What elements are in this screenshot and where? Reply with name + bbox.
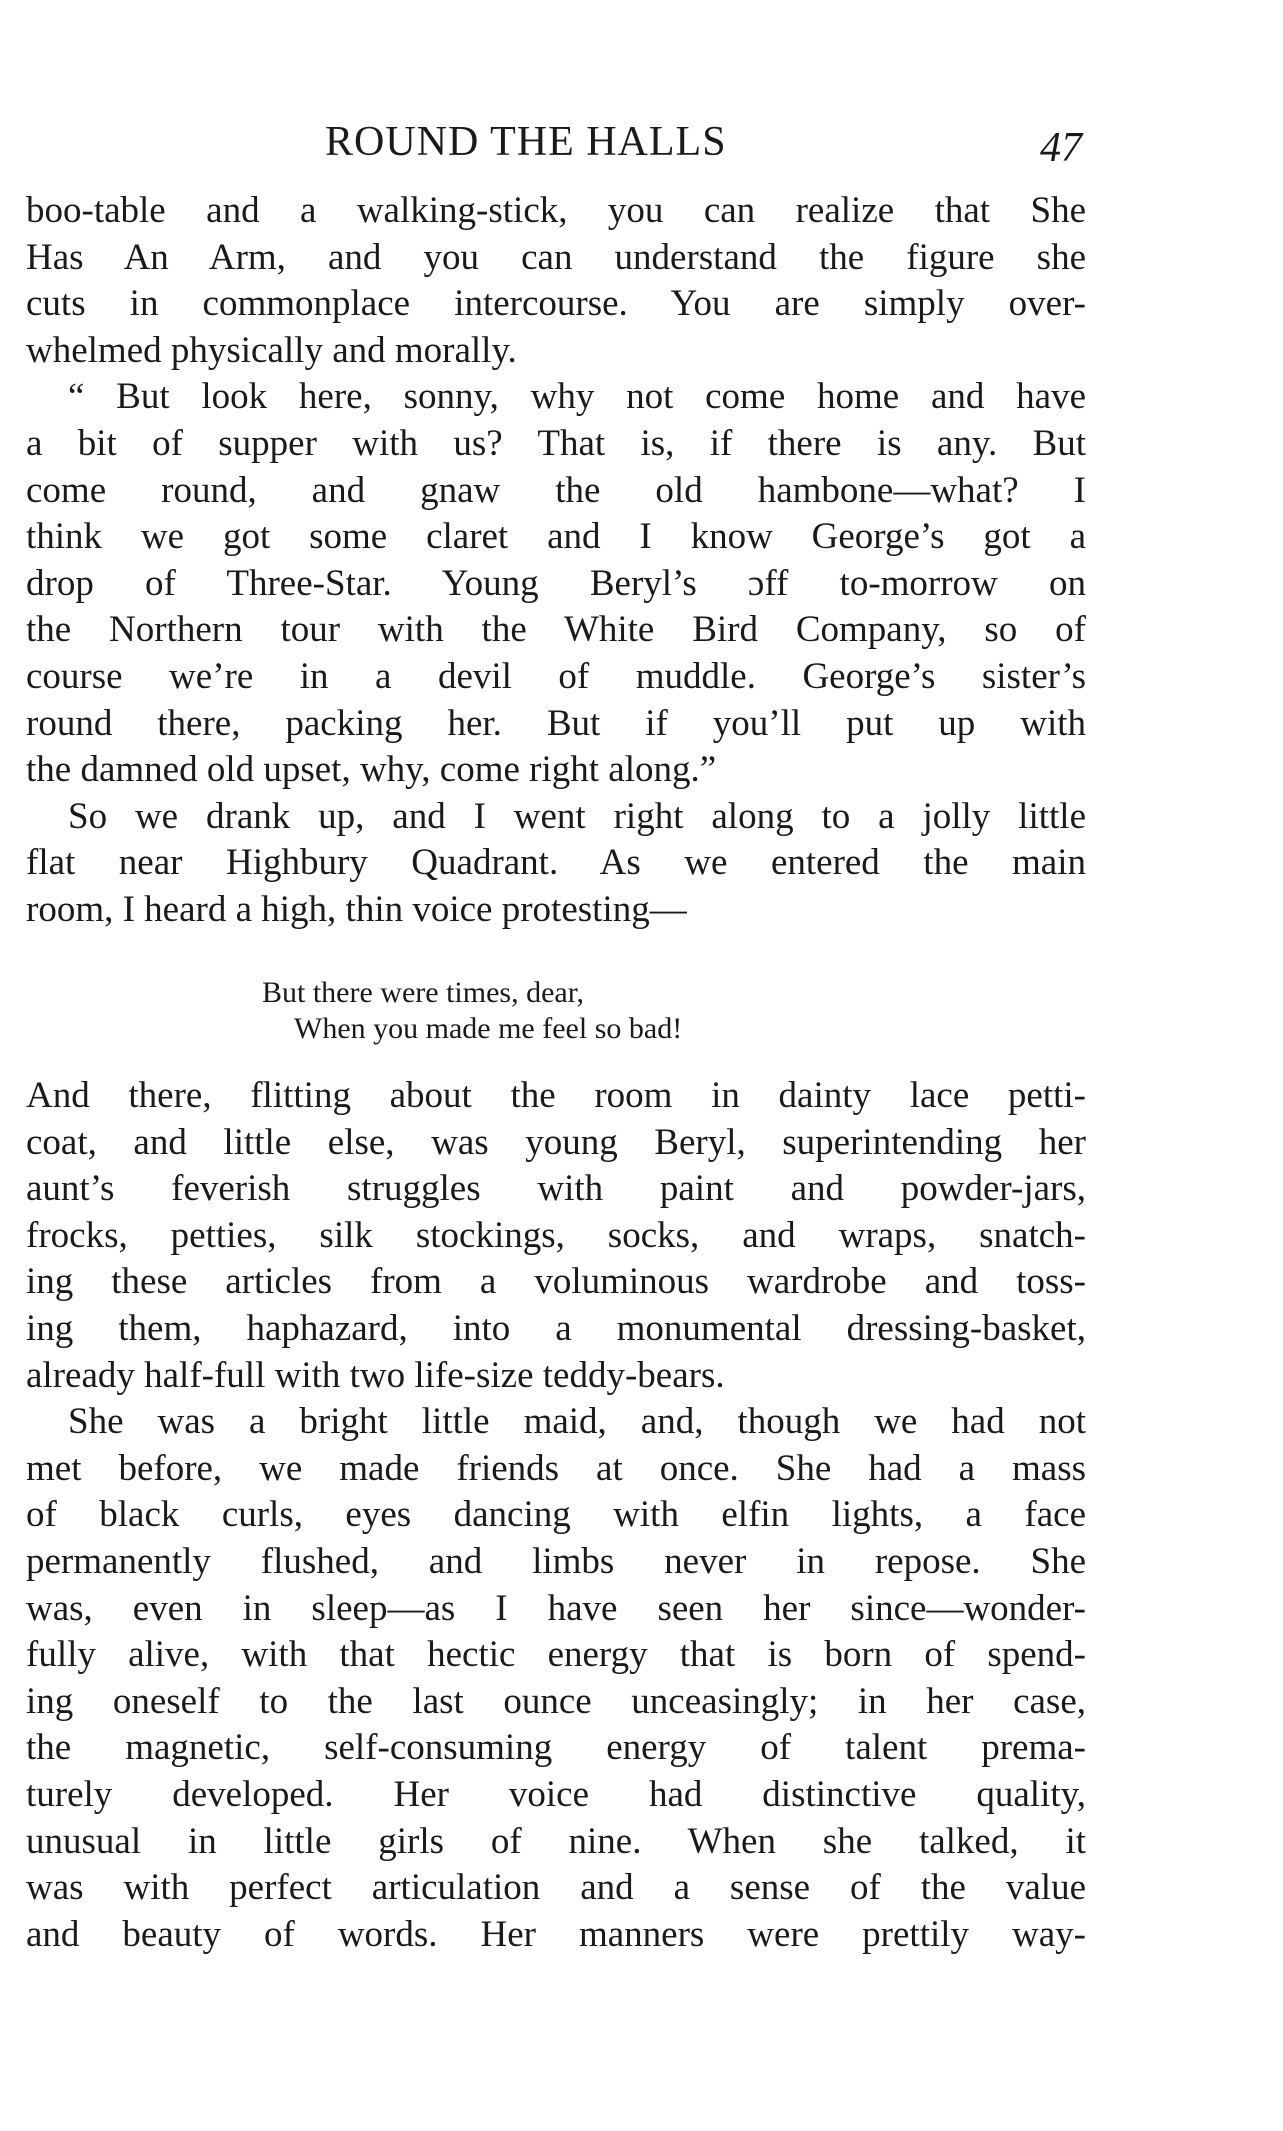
text-line: flat near Highbury Quadrant. As we entered the main	[26, 842, 1086, 884]
page-number: 47	[1040, 125, 1082, 171]
text-line: the Northern tour with the White Bird Company, so of	[26, 609, 1086, 651]
text-line: course we’re in a devil of muddle. George’s sister’s	[26, 655, 1086, 697]
text-line: whelmed physically and morally.	[26, 329, 517, 371]
text-line: and beauty of words. Her manners were prettily way-	[26, 1913, 1086, 1955]
text-line: So we drank up, and I went right along to a jolly little	[68, 795, 1086, 837]
verse-line: But there were times, dear,	[262, 976, 585, 1009]
text-line: ing them, haphazard, into a monumental dressing-basket,	[26, 1307, 1086, 1349]
text-line: cuts in commonplace intercourse. You are simply over-	[26, 283, 1086, 325]
text-line: “ But look here, sonny, why not come home and have	[68, 376, 1086, 418]
text-line: think we got some claret and I know George’s got a	[26, 516, 1086, 558]
text-line: of black curls, eyes dancing with elfin lights, a face	[26, 1494, 1086, 1536]
text-line: And there, flitting about the room in dainty lace petti-	[26, 1075, 1086, 1116]
text-line: coat, and little else, was young Beryl, superintending her	[26, 1121, 1086, 1163]
text-line: fully alive, with that hectic energy that is born of spend-	[26, 1634, 1086, 1676]
text-line: a bit of supper with us? That is, if there is any. But	[26, 422, 1086, 464]
text-line: ing oneself to the last ounce unceasingly; in her case,	[26, 1680, 1086, 1722]
text-line: was, even in sleep—as I have seen her since—wonder-	[26, 1587, 1086, 1629]
text-line: Has An Arm, and you can understand the figure she	[26, 236, 1086, 278]
text-block-top	[26, 188, 1086, 934]
text-line: room, I heard a high, thin voice protesting—	[26, 888, 687, 930]
text-line: She was a bright little maid, and, though we had not	[68, 1401, 1086, 1443]
text-block-bottom	[26, 1073, 1086, 1958]
text-line: frocks, petties, silk stockings, socks, and wraps, snatch-	[26, 1214, 1086, 1256]
text-line: come round, and gnaw the old hambone—what? I	[26, 469, 1086, 511]
text-line: was with perfect articulation and a sense of the value	[26, 1867, 1086, 1909]
running-head	[0, 112, 1283, 172]
text-line: the damned old upset, why, come right along.”	[26, 749, 717, 791]
song-verse	[262, 975, 1022, 1047]
text-line: aunt’s feverish struggles with paint and powder-jars,	[26, 1168, 1086, 1210]
text-line: boo-table and a walking-stick, you can realize that She	[26, 190, 1086, 231]
text-line: unusual in little girls of nine. When she talked, it	[26, 1820, 1086, 1862]
text-line: already half-full with two life-size teddy-bears.	[26, 1354, 725, 1396]
running-title: ROUND THE HALLS	[325, 119, 727, 165]
text-line: met before, we made friends at once. She had a mass	[26, 1447, 1086, 1489]
text-line: round there, packing her. But if you’ll put up with	[26, 702, 1086, 744]
verse-line: When you made me feel so bad!	[294, 1012, 683, 1045]
text-line: ing these articles from a voluminous wardrobe and toss-	[26, 1261, 1086, 1303]
text-line: drop of Three-Star. Young Beryl’s ɔff to-morrow on	[26, 562, 1086, 604]
text-line: turely developed. Her voice had distinctive quality,	[26, 1773, 1086, 1815]
text-line: permanently flushed, and limbs never in repose. She	[26, 1540, 1086, 1582]
text-line: the magnetic, self-consuming energy of talent prema-	[26, 1727, 1086, 1769]
